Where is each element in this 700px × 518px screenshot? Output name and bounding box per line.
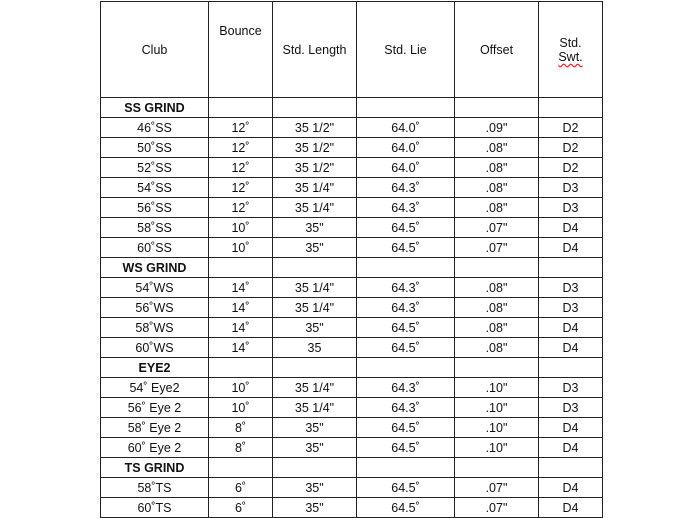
- lie-cell: 64.5˚: [357, 238, 455, 258]
- length-cell: 35 1/4": [273, 178, 357, 198]
- empty-cell: [357, 258, 455, 278]
- length-cell: 35": [273, 318, 357, 338]
- offset-cell: .08": [455, 178, 539, 198]
- table-row: [101, 398, 603, 418]
- lie-cell: 64.3˚: [357, 198, 455, 218]
- lie-cell: 64.5˚: [357, 418, 455, 438]
- offset-cell: .08": [455, 158, 539, 178]
- club-cell: 56˚WS: [101, 298, 209, 318]
- offset-cell: .09": [455, 118, 539, 138]
- club-cell: 60˚SS: [101, 238, 209, 258]
- header-std-swt-line2: Swt.: [558, 49, 583, 64]
- offset-cell: .08": [455, 138, 539, 158]
- table-row: [101, 318, 603, 338]
- section-label: EYE2: [101, 358, 209, 378]
- bounce-cell: 14˚: [209, 278, 273, 298]
- table-row: [101, 298, 603, 318]
- header-std-swt-line1: Std.: [559, 35, 582, 50]
- lie-cell: 64.3˚: [357, 298, 455, 318]
- table-row: [101, 218, 603, 238]
- swingweight-cell: D4: [539, 318, 603, 338]
- club-cell: 54˚ Eye2: [101, 378, 209, 398]
- length-cell: 35 1/4": [273, 198, 357, 218]
- empty-cell: [273, 358, 357, 378]
- empty-cell: [455, 358, 539, 378]
- club-cell: 60˚TS: [101, 498, 209, 518]
- length-cell: 35 1/2": [273, 118, 357, 138]
- table-row: [101, 338, 603, 358]
- empty-cell: [209, 258, 273, 278]
- header-std-lie: Std. Lie: [357, 2, 455, 98]
- lie-cell: 64.3˚: [357, 398, 455, 418]
- empty-cell: [209, 458, 273, 478]
- club-cell: 54˚SS: [101, 178, 209, 198]
- table-row: [101, 378, 603, 398]
- length-cell: 35": [273, 218, 357, 238]
- lie-cell: 64.5˚: [357, 338, 455, 358]
- swingweight-cell: D3: [539, 178, 603, 198]
- header-std-length: Std. Length: [273, 2, 357, 98]
- club-cell: 60˚ Eye 2: [101, 438, 209, 458]
- swingweight-cell: D4: [539, 218, 603, 238]
- lie-cell: 64.0˚: [357, 118, 455, 138]
- offset-cell: .08": [455, 338, 539, 358]
- header-std-swt: [539, 2, 603, 98]
- section-row: [101, 358, 603, 378]
- offset-cell: .08": [455, 198, 539, 218]
- header-club: Club: [101, 2, 209, 98]
- empty-cell: [273, 98, 357, 118]
- lie-cell: 64.5˚: [357, 498, 455, 518]
- club-cell: 58˚TS: [101, 478, 209, 498]
- length-cell: 35 1/2": [273, 138, 357, 158]
- bounce-cell: 12˚: [209, 138, 273, 158]
- swingweight-cell: D3: [539, 398, 603, 418]
- bounce-cell: 12˚: [209, 198, 273, 218]
- offset-cell: .10": [455, 398, 539, 418]
- table-row: [101, 198, 603, 218]
- header-offset: Offset: [455, 2, 539, 98]
- table-row: [101, 178, 603, 198]
- lie-cell: 64.0˚: [357, 138, 455, 158]
- bounce-cell: 10˚: [209, 398, 273, 418]
- length-cell: 35 1/2": [273, 158, 357, 178]
- table-row: [101, 238, 603, 258]
- length-cell: 35 1/4": [273, 378, 357, 398]
- empty-cell: [455, 458, 539, 478]
- lie-cell: 64.5˚: [357, 478, 455, 498]
- swingweight-cell: D2: [539, 158, 603, 178]
- lie-cell: 64.5˚: [357, 318, 455, 338]
- bounce-cell: 12˚: [209, 178, 273, 198]
- offset-cell: .07": [455, 238, 539, 258]
- header-bounce: Bounce: [209, 2, 273, 98]
- offset-cell: .10": [455, 418, 539, 438]
- club-cell: 50˚SS: [101, 138, 209, 158]
- length-cell: 35": [273, 498, 357, 518]
- offset-cell: .10": [455, 438, 539, 458]
- header-row: [101, 2, 603, 98]
- lie-cell: 64.3˚: [357, 178, 455, 198]
- length-cell: 35 1/4": [273, 278, 357, 298]
- bounce-cell: 6˚: [209, 498, 273, 518]
- table-row: [101, 138, 603, 158]
- empty-cell: [539, 258, 603, 278]
- club-cell: 54˚WS: [101, 278, 209, 298]
- swingweight-cell: D2: [539, 138, 603, 158]
- table-row: [101, 278, 603, 298]
- swingweight-cell: D4: [539, 418, 603, 438]
- club-cell: 58˚SS: [101, 218, 209, 238]
- section-label: WS GRIND: [101, 258, 209, 278]
- club-cell: 46˚SS: [101, 118, 209, 138]
- swingweight-cell: D4: [539, 338, 603, 358]
- bounce-cell: 8˚: [209, 438, 273, 458]
- offset-cell: .07": [455, 478, 539, 498]
- section-row: [101, 98, 603, 118]
- swingweight-cell: D3: [539, 298, 603, 318]
- empty-cell: [357, 98, 455, 118]
- table-row: [101, 158, 603, 178]
- length-cell: 35": [273, 418, 357, 438]
- club-cell: 56˚SS: [101, 198, 209, 218]
- lie-cell: 64.5˚: [357, 438, 455, 458]
- empty-cell: [455, 98, 539, 118]
- swingweight-cell: D3: [539, 278, 603, 298]
- table-row: [101, 118, 603, 138]
- length-cell: 35": [273, 478, 357, 498]
- swingweight-cell: D4: [539, 438, 603, 458]
- swingweight-cell: D3: [539, 198, 603, 218]
- club-cell: 52˚SS: [101, 158, 209, 178]
- bounce-cell: 8˚: [209, 418, 273, 438]
- section-row: [101, 458, 603, 478]
- offset-cell: .07": [455, 218, 539, 238]
- club-cell: 56˚ Eye 2: [101, 398, 209, 418]
- wedge-spec-table: [100, 1, 603, 518]
- swingweight-cell: D4: [539, 238, 603, 258]
- bounce-cell: 14˚: [209, 318, 273, 338]
- empty-cell: [539, 98, 603, 118]
- club-cell: 58˚ Eye 2: [101, 418, 209, 438]
- bounce-cell: 10˚: [209, 238, 273, 258]
- empty-cell: [209, 98, 273, 118]
- length-cell: 35 1/4": [273, 398, 357, 418]
- bounce-cell: 6˚: [209, 478, 273, 498]
- table-row: [101, 478, 603, 498]
- empty-cell: [539, 358, 603, 378]
- club-cell: 60˚WS: [101, 338, 209, 358]
- bounce-cell: 14˚: [209, 338, 273, 358]
- empty-cell: [209, 358, 273, 378]
- empty-cell: [273, 258, 357, 278]
- section-row: [101, 258, 603, 278]
- empty-cell: [357, 358, 455, 378]
- bounce-cell: 12˚: [209, 158, 273, 178]
- lie-cell: 64.3˚: [357, 278, 455, 298]
- length-cell: 35": [273, 438, 357, 458]
- empty-cell: [455, 258, 539, 278]
- lie-cell: 64.5˚: [357, 218, 455, 238]
- offset-cell: .08": [455, 298, 539, 318]
- swingweight-cell: D3: [539, 378, 603, 398]
- swingweight-cell: D4: [539, 498, 603, 518]
- offset-cell: .08": [455, 318, 539, 338]
- length-cell: 35: [273, 338, 357, 358]
- table-row: [101, 418, 603, 438]
- offset-cell: .08": [455, 278, 539, 298]
- table-body: [101, 98, 603, 518]
- length-cell: 35 1/4": [273, 298, 357, 318]
- bounce-cell: 10˚: [209, 218, 273, 238]
- empty-cell: [357, 458, 455, 478]
- bounce-cell: 10˚: [209, 378, 273, 398]
- empty-cell: [539, 458, 603, 478]
- offset-cell: .10": [455, 378, 539, 398]
- bounce-cell: 12˚: [209, 118, 273, 138]
- swingweight-cell: D4: [539, 478, 603, 498]
- lie-cell: 64.3˚: [357, 378, 455, 398]
- bounce-cell: 14˚: [209, 298, 273, 318]
- lie-cell: 64.0˚: [357, 158, 455, 178]
- section-label: TS GRIND: [101, 458, 209, 478]
- club-cell: 58˚WS: [101, 318, 209, 338]
- section-label: SS GRIND: [101, 98, 209, 118]
- table-row: [101, 438, 603, 458]
- offset-cell: .07": [455, 498, 539, 518]
- empty-cell: [273, 458, 357, 478]
- swingweight-cell: D2: [539, 118, 603, 138]
- length-cell: 35": [273, 238, 357, 258]
